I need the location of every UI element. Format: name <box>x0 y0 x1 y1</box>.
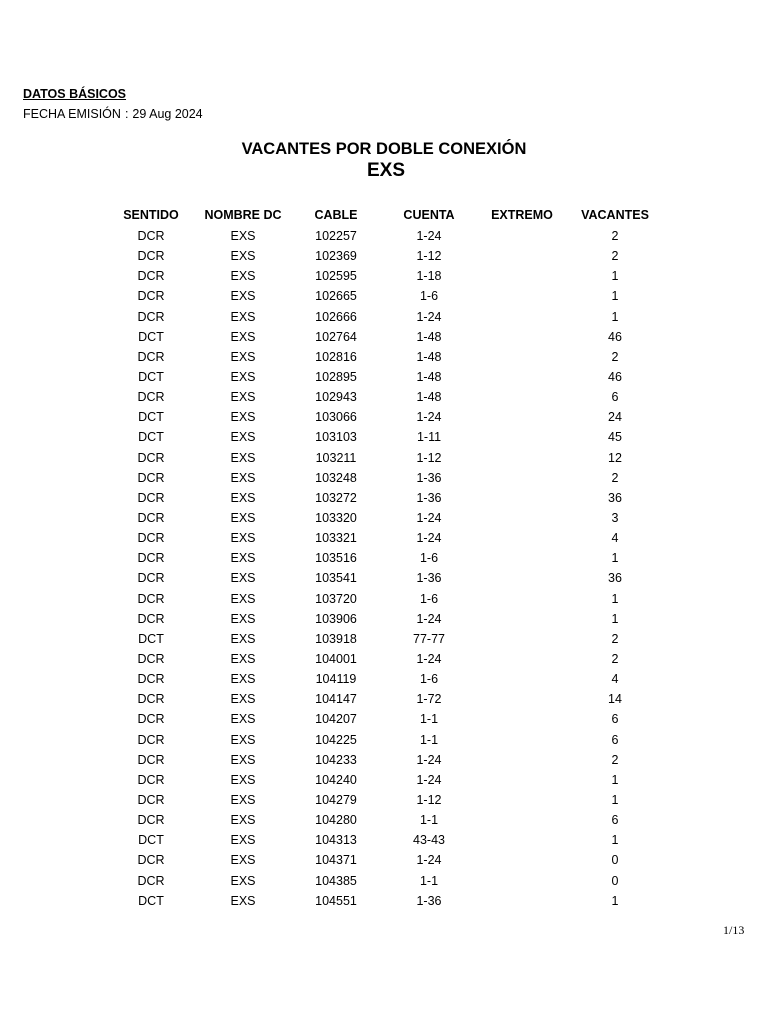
cell-cuenta: 1-18 <box>416 269 442 284</box>
cell-cable: 104385 <box>315 873 357 888</box>
cell-nombre-dc: EXS <box>230 490 256 505</box>
cell-cable: 104313 <box>315 833 357 848</box>
header-vacantes: VACANTES <box>581 208 649 222</box>
cell-cuenta: 1-24 <box>416 651 442 666</box>
cell-cable: 103066 <box>315 410 357 425</box>
cell-vacantes: 46 <box>608 369 622 384</box>
cell-cable: 103320 <box>315 510 357 525</box>
cell-cable: 104240 <box>315 772 357 787</box>
cell-nombre-dc: EXS <box>230 651 256 666</box>
table-row <box>0 773 768 793</box>
cell-vacantes: 1 <box>611 269 619 284</box>
cell-cuenta: 1-24 <box>416 853 442 868</box>
cell-sentido: DCR <box>137 249 165 264</box>
cell-cable: 103906 <box>315 611 357 626</box>
cell-cable: 102595 <box>315 269 357 284</box>
cell-cable: 104207 <box>315 712 357 727</box>
cell-vacantes: 1 <box>611 833 619 848</box>
cell-cuenta: 1-12 <box>416 792 442 807</box>
cell-vacantes: 2 <box>611 349 619 364</box>
table-row <box>0 894 768 914</box>
cell-sentido: DCR <box>137 510 165 525</box>
cell-sentido: DCR <box>137 692 165 707</box>
cell-vacantes: 4 <box>611 672 619 687</box>
cell-cuenta: 1-6 <box>419 289 439 304</box>
table-row <box>0 793 768 813</box>
table-row <box>0 269 768 289</box>
cell-sentido: DCR <box>137 611 165 626</box>
cell-cable: 103248 <box>315 470 357 485</box>
cell-nombre-dc: EXS <box>230 833 256 848</box>
cell-cuenta: 1-11 <box>416 430 442 445</box>
table-row <box>0 310 768 330</box>
cell-cuenta: 1-12 <box>416 450 442 465</box>
header-sentido: SENTIDO <box>123 208 179 222</box>
cell-cable: 102816 <box>315 349 357 364</box>
cell-cuenta: 1-48 <box>416 349 442 364</box>
table-row <box>0 874 768 894</box>
cell-sentido: DCR <box>137 651 165 666</box>
cell-nombre-dc: EXS <box>230 591 256 606</box>
cell-sentido: DCR <box>137 853 165 868</box>
cell-nombre-dc: EXS <box>230 873 256 888</box>
cell-vacantes: 36 <box>608 571 622 586</box>
header-cable: CABLE <box>314 208 358 222</box>
cell-cable: 104225 <box>315 732 357 747</box>
cell-vacantes: 2 <box>611 249 619 264</box>
cell-sentido: DCR <box>137 873 165 888</box>
cell-vacantes: 4 <box>611 531 619 546</box>
issue-date-separator: : <box>124 107 129 121</box>
cell-cable: 104371 <box>315 853 357 868</box>
cell-cuenta: 1-72 <box>416 692 442 707</box>
cell-sentido: DCR <box>137 792 165 807</box>
cell-nombre-dc: EXS <box>230 631 256 646</box>
cell-sentido: DCR <box>137 531 165 546</box>
cell-vacantes: 24 <box>608 410 622 425</box>
cell-nombre-dc: EXS <box>230 309 256 324</box>
cell-nombre-dc: EXS <box>230 551 256 566</box>
cell-cuenta: 1-6 <box>419 591 439 606</box>
cell-nombre-dc: EXS <box>230 752 256 767</box>
cell-sentido: DCR <box>137 309 165 324</box>
report-subtitle: EXS <box>366 160 406 181</box>
cell-cable: 102764 <box>315 329 357 344</box>
cell-nombre-dc: EXS <box>230 792 256 807</box>
cell-cuenta: 1-24 <box>416 510 442 525</box>
cell-cuenta: 1-24 <box>416 410 442 425</box>
table-row <box>0 712 768 732</box>
table-row <box>0 753 768 773</box>
table-body <box>0 229 768 914</box>
cell-vacantes: 6 <box>611 732 619 747</box>
cell-cable: 103720 <box>315 591 357 606</box>
issue-date-line <box>23 107 203 121</box>
cell-vacantes: 2 <box>611 752 619 767</box>
cell-sentido: DCR <box>137 772 165 787</box>
cell-vacantes: 1 <box>611 772 619 787</box>
cell-sentido: DCR <box>137 450 165 465</box>
cell-cable: 102666 <box>315 309 357 324</box>
table-row <box>0 511 768 531</box>
cell-cuenta: 1-24 <box>416 531 442 546</box>
cell-cable: 104001 <box>315 651 357 666</box>
table-row <box>0 853 768 873</box>
cell-sentido: DCT <box>138 329 164 344</box>
cell-sentido: DCT <box>138 893 164 908</box>
issue-date-value: 29 Aug 2024 <box>132 107 203 121</box>
cell-sentido: DCR <box>137 813 165 828</box>
table-row <box>0 330 768 350</box>
cell-nombre-dc: EXS <box>230 249 256 264</box>
report-title: VACANTES POR DOBLE CONEXIÓN <box>241 140 527 158</box>
cell-cuenta: 1-36 <box>416 490 442 505</box>
cell-cuenta: 43-43 <box>413 833 445 848</box>
cell-nombre-dc: EXS <box>230 853 256 868</box>
cell-sentido: DCT <box>138 430 164 445</box>
cell-vacantes: 1 <box>611 309 619 324</box>
table-row <box>0 471 768 491</box>
cell-cable: 104233 <box>315 752 357 767</box>
cell-vacantes: 2 <box>611 651 619 666</box>
cell-vacantes: 1 <box>611 792 619 807</box>
cell-sentido: DCT <box>138 833 164 848</box>
cell-sentido: DCR <box>137 672 165 687</box>
table-row <box>0 652 768 672</box>
cell-vacantes: 6 <box>611 390 619 405</box>
cell-cable: 102665 <box>315 289 357 304</box>
header-nombre-dc: NOMBRE DC <box>204 208 282 222</box>
cell-sentido: DCT <box>138 410 164 425</box>
cell-cuenta: 1-48 <box>416 329 442 344</box>
cell-cuenta: 1-36 <box>416 571 442 586</box>
table-row <box>0 632 768 652</box>
cell-cable: 103918 <box>315 631 357 646</box>
header-cuenta: CUENTA <box>403 208 455 222</box>
cell-sentido: DCR <box>137 229 165 243</box>
cell-vacantes: 14 <box>608 692 622 707</box>
cell-vacantes: 6 <box>611 712 619 727</box>
cell-cuenta: 77-77 <box>413 631 445 646</box>
cell-nombre-dc: EXS <box>230 571 256 586</box>
cell-vacantes: 45 <box>608 430 622 445</box>
basic-data-title: DATOS BÁSICOS <box>23 87 127 101</box>
cell-cable: 104119 <box>315 672 357 687</box>
cell-cuenta: 1-1 <box>419 813 439 828</box>
cell-cable: 104147 <box>315 692 357 707</box>
cell-nombre-dc: EXS <box>230 430 256 445</box>
cell-nombre-dc: EXS <box>230 410 256 425</box>
cell-cuenta: 1-1 <box>419 732 439 747</box>
cell-nombre-dc: EXS <box>230 510 256 525</box>
cell-cable: 102895 <box>315 369 357 384</box>
cell-vacantes: 2 <box>611 229 619 243</box>
table-row <box>0 430 768 450</box>
cell-cable: 103321 <box>315 531 357 546</box>
cell-cuenta: 1-6 <box>419 551 439 566</box>
cell-sentido: DCR <box>137 349 165 364</box>
cell-nombre-dc: EXS <box>230 369 256 384</box>
cell-cuenta: 1-24 <box>416 611 442 626</box>
cell-sentido: DCR <box>137 752 165 767</box>
cell-cuenta: 1-1 <box>419 873 439 888</box>
table-row <box>0 733 768 753</box>
issue-date-label: FECHA EMISIÓN <box>23 107 121 121</box>
cell-cable: 102943 <box>315 390 357 405</box>
cell-cable: 102257 <box>315 229 357 243</box>
table-row <box>0 813 768 833</box>
cell-sentido: DCR <box>137 732 165 747</box>
cell-vacantes: 2 <box>611 631 619 646</box>
cell-sentido: DCR <box>137 470 165 485</box>
cell-vacantes: 46 <box>608 329 622 344</box>
cell-vacantes: 1 <box>611 893 619 908</box>
cell-cuenta: 1-24 <box>416 229 442 243</box>
cell-nombre-dc: EXS <box>230 289 256 304</box>
cell-cuenta: 1-24 <box>416 752 442 767</box>
table-row <box>0 390 768 410</box>
cell-sentido: DCR <box>137 551 165 566</box>
cell-nombre-dc: EXS <box>230 470 256 485</box>
page-number: 1/13 <box>723 923 745 937</box>
cell-sentido: DCR <box>137 712 165 727</box>
cell-nombre-dc: EXS <box>230 329 256 344</box>
table-row <box>0 410 768 430</box>
cell-nombre-dc: EXS <box>230 450 256 465</box>
cell-cuenta: 1-36 <box>416 470 442 485</box>
cell-cuenta: 1-24 <box>416 772 442 787</box>
table-row <box>0 692 768 712</box>
cell-cable: 103541 <box>315 571 357 586</box>
cell-vacantes: 6 <box>611 813 619 828</box>
cell-cuenta: 1-36 <box>416 893 442 908</box>
table-row <box>0 350 768 370</box>
cell-cuenta: 1-24 <box>416 309 442 324</box>
table-row <box>0 451 768 471</box>
table-row <box>0 833 768 853</box>
cell-cable: 104279 <box>315 792 357 807</box>
cell-nombre-dc: EXS <box>230 672 256 687</box>
cell-cuenta: 1-12 <box>416 249 442 264</box>
cell-cable: 103211 <box>315 450 357 465</box>
cell-cable: 104551 <box>315 893 357 908</box>
cell-cable: 104280 <box>315 813 357 828</box>
table-row <box>0 612 768 632</box>
cell-vacantes: 0 <box>611 853 619 868</box>
cell-sentido: DCR <box>137 571 165 586</box>
cell-nombre-dc: EXS <box>230 712 256 727</box>
cell-nombre-dc: EXS <box>230 893 256 908</box>
cell-cable: 102369 <box>315 249 357 264</box>
cell-vacantes: 36 <box>608 490 622 505</box>
cell-vacantes: 12 <box>608 450 622 465</box>
cell-nombre-dc: EXS <box>230 390 256 405</box>
table-row <box>0 249 768 269</box>
cell-cable: 103103 <box>315 430 357 445</box>
cell-nombre-dc: EXS <box>230 349 256 364</box>
cell-sentido: DCR <box>137 289 165 304</box>
table-row <box>0 551 768 571</box>
cell-cable: 103272 <box>315 490 357 505</box>
cell-vacantes: 1 <box>611 611 619 626</box>
cell-vacantes: 1 <box>611 289 619 304</box>
cell-sentido: DCR <box>137 591 165 606</box>
cell-sentido: DCT <box>138 369 164 384</box>
cell-sentido: DCR <box>137 490 165 505</box>
cell-cuenta: 1-48 <box>416 369 442 384</box>
cell-sentido: DCR <box>137 269 165 284</box>
table-row <box>0 531 768 551</box>
table-row <box>0 491 768 511</box>
table-row <box>0 672 768 692</box>
cell-vacantes: 1 <box>611 551 619 566</box>
cell-vacantes: 1 <box>611 591 619 606</box>
cell-cable: 103516 <box>315 551 357 566</box>
cell-nombre-dc: EXS <box>230 732 256 747</box>
cell-sentido: DCT <box>138 631 164 646</box>
cell-nombre-dc: EXS <box>230 269 256 284</box>
cell-cuenta: 1-48 <box>416 390 442 405</box>
cell-nombre-dc: EXS <box>230 692 256 707</box>
table-row <box>0 592 768 612</box>
table-header-row <box>0 208 768 226</box>
cell-nombre-dc: EXS <box>230 229 256 243</box>
cell-vacantes: 3 <box>611 510 619 525</box>
table-row <box>0 289 768 309</box>
table-row <box>0 370 768 390</box>
cell-cuenta: 1-1 <box>419 712 439 727</box>
cell-sentido: DCR <box>137 390 165 405</box>
cell-nombre-dc: EXS <box>230 611 256 626</box>
cell-cuenta: 1-6 <box>419 672 439 687</box>
cell-vacantes: 2 <box>611 470 619 485</box>
cell-nombre-dc: EXS <box>230 531 256 546</box>
cell-vacantes: 0 <box>611 873 619 888</box>
table-row <box>0 229 768 249</box>
cell-nombre-dc: EXS <box>230 813 256 828</box>
cell-nombre-dc: EXS <box>230 772 256 787</box>
header-extremo: EXTREMO <box>491 208 553 222</box>
table-row <box>0 571 768 591</box>
